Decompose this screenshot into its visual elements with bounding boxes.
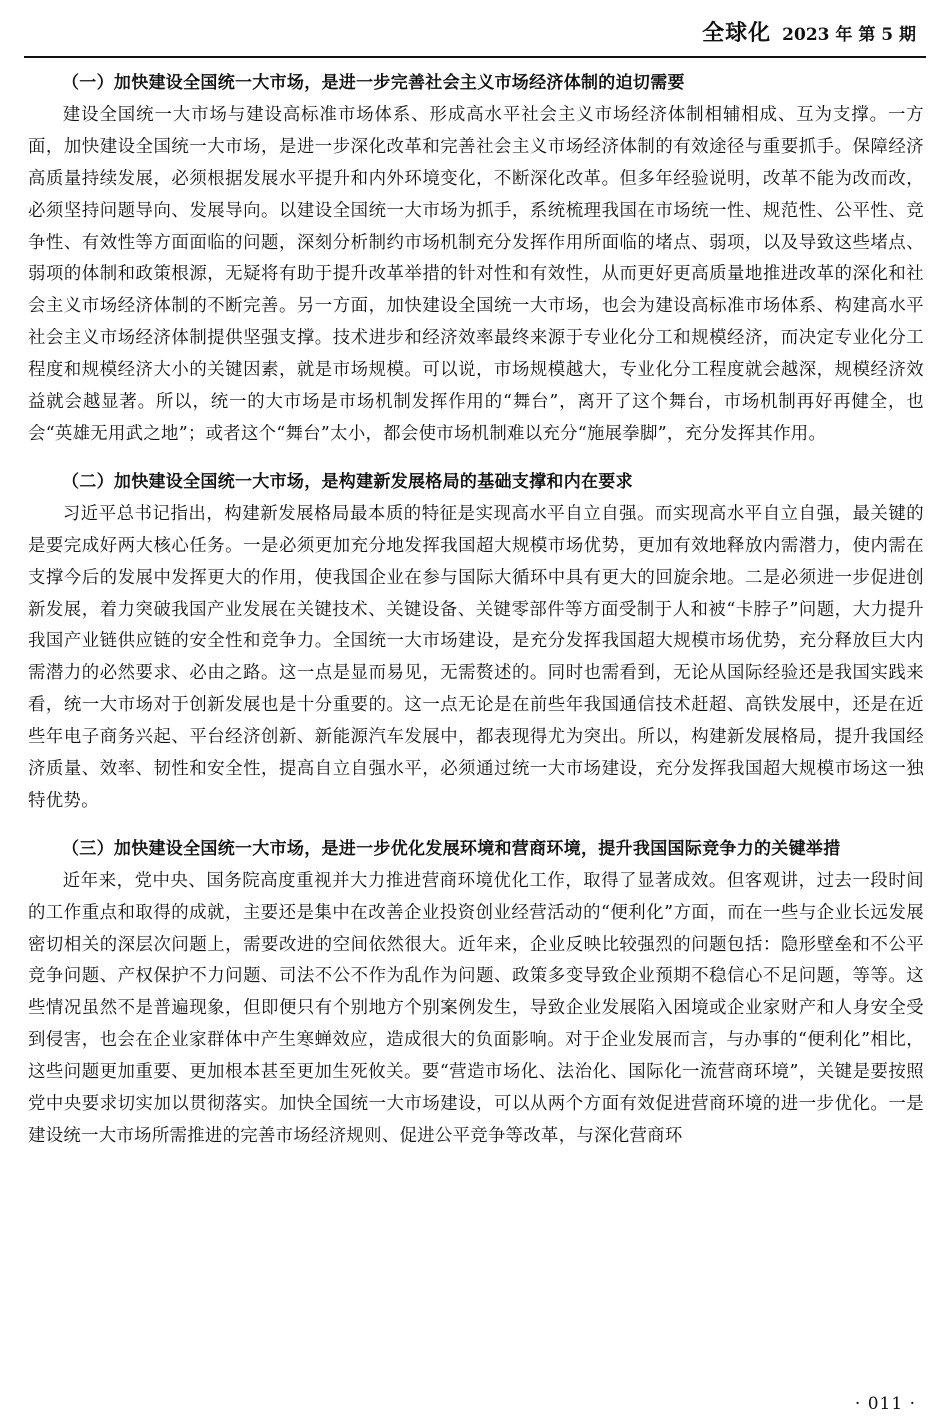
running-header bbox=[24, 16, 916, 52]
section-1-heading: （一）加快建设全国统一大市场，是进一步完善社会主义市场经济体制的迫切需要 bbox=[62, 73, 685, 93]
article-body bbox=[28, 68, 924, 1153]
section-2-paragraph: 习近平总书记指出，构建新发展格局最本质的特征是实现高水平自立自强。而实现高水平自立自强，最关键的是要完成好两大核心任务。一是必须更加充分地发挥我国超大规模市场优势，更加有效地释放内需潜力，使内需在支撑今后的发展中发挥更大的作用，使我国企业在参与国际大循环中具有更大的回旋余地。二是必须进一步促进创新发展，着力突破我国产业发展在关键技术、关键设备、关键零部件等方面受制于人和被“卡脖子”问题，大力提升我国产业链供应链的安全性和竞争力。全国统一大市场建设，是充分发挥我国超大规模市场优势，充分释放巨大内需潜力的必然要求、必由之路。这一点是显而易见，无需赘述的。同时也需看到，无论从国际经验还是我国实践来看，统一大市场对于创新发展也是十分重要的。这一点无论是在前些年我国通信技术赶超、高铁发展中，还是在近些年电子商务兴起、平台经济创新、新能源汽车发展中，都表现得尤为突出。所以，构建新发展格局，提升我国经济质量、效率、韧性和安全性，提高自立自强水平，必须通过统一大市场建设，充分发挥我国超大规模市场这一独特优势。 bbox=[28, 503, 924, 811]
section-3-paragraph: 近年来，党中央、国务院高度重视并大力推进营商环境优化工作，取得了显著成效。但客观讲，过去一段时间的工作重点和取得的成就，主要还是集中在改善企业投资创业经营活动的“便利化”方面，而在一些与企业长远发展密切相关的深层次问题上，需要改进的空间依然很大。近年来，企业反映比较强烈的问题包括：隐形壁垒和不公平竞争问题、产权保护不力问题、司法不公不作为乱作为问题、政策多变导致企业预期不稳信心不足问题，等等。这些情况虽然不是普遍现象，但即便只有个别地方个别案例发生，导致企业发展陷入困境或企业家财产和人身安全受到侵害，也会在企业家群体中产生寒蝉效应，造成很大的负面影响。对于企业发展而言，与办事的“便利化”相比，这些问题更加重要、更加根本甚至更加生死攸关。要“营造市场化、法治化、国际化一流营商环境”，关键是要按照党中央要求切实加以贯彻落实。加快全国统一大市场建设，可以从两个方面有效促进营商环境的进一步优化。一是建设统一大市场所需推进的完善市场经济规则、促进公平竞争等改革，与深化营商环 bbox=[28, 870, 924, 1146]
section-3-heading: （三）加快建设全国统一大市场，是进一步优化发展环境和营商环境，提升我国国际竞争力的关键举措 bbox=[62, 838, 841, 859]
page-number: · 011 · bbox=[854, 1394, 916, 1414]
issue-label: 2023 年 第 5 期 bbox=[782, 25, 916, 45]
journal-title: 全球化 bbox=[702, 21, 772, 46]
section-1-paragraph: 建设全国统一大市场与建设高标准市场体系、形成高水平社会主义市场经济体制相辅相成、互为支撑。一方面，加快建设全国统一大市场，是进一步深化改革和完善社会主义市场经济体制的有效途径与重要抓手。保障经济高质量持续发展，必须根据发展水平提升和内外环境变化，不断深化改革。但多年经验说明，改革不能为改而改，必须坚持问题导向、发展导向。以建设全国统一大市场为抓手，系统梳理我国在市场统一性、规范性、公平性、竞争性、有效性等方面面临的问题，深刻分析制约市场机制充分发挥作用所面临的堵点、弱项，以及导致这些堵点、弱项的体制和政策根源，无疑将有助于提升改革举措的针对性和有效性，从而更好更高质量地推进改革的深化和社会主义市场经济体制的不断完善。另一方面，加快建设全国统一大市场，也会为建设高标准市场体系、构建高水平社会主义市场经济体制提供坚强支撑。技术进步和经济效率最终来源于专业化分工和规模经济，而决定专业化分工程度和规模经济大小的关键因素，就是市场规模。可以说，市场规模越大，专业化分工程度就会越深，规模经济效益就会越显著。所以，统一的大市场是市场机制发挥作用的“舞台”，离开了这个舞台，市场机制再好再健全，也会“英雄无用武之地”；或者这个“舞台”太小，都会使市场机制难以充分“施展拳脚”，充分发挥其作用。 bbox=[28, 104, 924, 444]
section-2-heading: （二）加快建设全国统一大市场，是构建新发展格局的基础支撑和内在要求 bbox=[62, 471, 633, 492]
header-rule bbox=[24, 56, 926, 58]
